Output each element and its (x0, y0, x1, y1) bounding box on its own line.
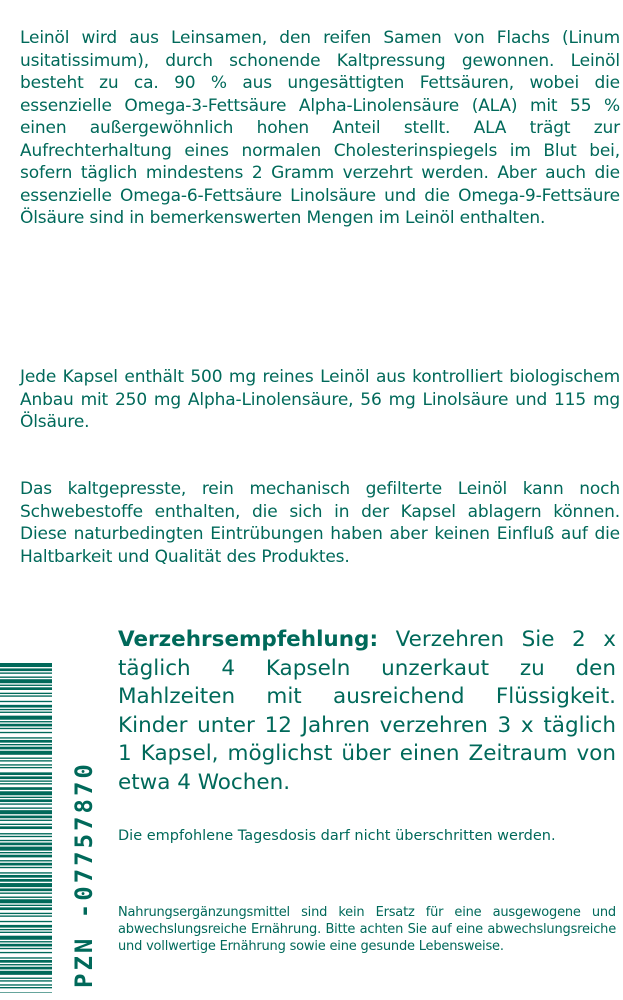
barcode-bar (0, 826, 52, 829)
barcode-bar (0, 913, 52, 914)
barcode-bar (0, 897, 52, 898)
barcode-bar (0, 978, 52, 979)
barcode-bar (0, 820, 52, 821)
barcode-bar (0, 701, 52, 702)
barcode-bar (0, 921, 52, 922)
barcode-bar (0, 685, 52, 686)
barcode-bar (0, 847, 52, 851)
barcode-bar (0, 816, 52, 819)
barcode-bar (0, 712, 52, 713)
barcode-bar (0, 758, 52, 759)
barcode-bar (0, 709, 52, 710)
barcode-bar (0, 960, 52, 963)
barcode-bar (0, 776, 52, 779)
barcode-bar (0, 716, 52, 720)
supplement-note: Nahrungsergänzungsmittel sind kein Ersatz für eine ausgewogene und abwechslungsreiche Ernährung. Bitte achten Sie auf eine abwechslungsreiche und vollwertige Ernährung sowie eine gesunde Lebensweise. (118, 905, 616, 954)
barcode-bar (0, 693, 52, 694)
barcode-bar (0, 888, 52, 891)
barcode-bar (0, 780, 52, 781)
barcode (0, 663, 52, 993)
capsule-content-paragraph: Jede Kapsel enthält 500 mg reines Leinöl aus kontrolliert biologischem Anbau mit 250 mg Alpha-Linolensäure, 56 mg Linolsäure und 115 mg Ölsäure. (20, 367, 620, 432)
barcode-bar (0, 721, 52, 722)
barcode-bar (0, 883, 52, 887)
barcode-bar (0, 971, 52, 975)
barcode-bar (0, 791, 52, 795)
barcode-bar (0, 952, 52, 953)
barcode-bar (0, 840, 52, 841)
barcode-bar (0, 867, 52, 868)
barcode-bar (0, 948, 52, 949)
barcode-bar (0, 992, 52, 993)
barcode-bar (0, 732, 52, 733)
barcode-bar (0, 764, 52, 765)
barcode-bar (0, 672, 52, 673)
barcode-bar (0, 872, 52, 873)
pzn-label: PZN -07757870 (70, 761, 98, 988)
barcode-bar (0, 751, 52, 755)
barcode-bar (0, 787, 52, 790)
barcode-bar (0, 799, 52, 802)
barcode-bar (0, 863, 52, 866)
barcode-bar (0, 860, 52, 861)
barcode-bar (0, 833, 52, 834)
barcode-bar (0, 767, 52, 768)
barcode-bar (0, 929, 52, 930)
barcode-bar (0, 679, 52, 683)
barcode-bar (0, 987, 52, 988)
barcode-bar (0, 783, 52, 784)
cold-pressed-paragraph: Das kaltgepresste, rein mechanisch gefilterte Leinöl kann noch Schwebestoffe enthalten, die sich in der Kapsel ablagern können. Diese naturbedingten Eintrübungen haben aber keinen Einfluß auf die Haltbarkeit und Qualität des Produktes. (20, 479, 620, 567)
barcode-bar (0, 875, 52, 878)
barcode-bar (0, 705, 52, 708)
barcode-bar (0, 907, 52, 910)
barcode-bar (0, 852, 52, 853)
barcode-bar (0, 724, 52, 727)
barcode-bar (0, 843, 52, 846)
barcode-bar (0, 967, 52, 970)
barcode-bar (0, 695, 52, 696)
barcode-bar (0, 893, 52, 894)
barcode-bar (0, 980, 52, 981)
barcode-bar (0, 941, 52, 942)
barcode-bar (0, 760, 52, 761)
daily-dose-warning: Die empfohlene Tagesdosis darf nicht überschritten werden. (118, 828, 556, 844)
barcode-bar (0, 737, 52, 738)
barcode-bar (0, 797, 52, 798)
barcode-bar (0, 964, 52, 965)
barcode-bar (0, 905, 52, 906)
recommendation-text: Verzehren Sie 2 x täglich 4 Kapseln unzerkaut zu den Mahlzeiten mit ausreichend Flüssigkeit. Kinder unter 12 Jahren verzehren 3 x täglich 1 Kapsel, möglichst über einen Zeitraum von etwa 4 Wochen. (118, 627, 616, 795)
barcode-bar (0, 836, 52, 837)
barcode-bar (0, 915, 52, 916)
barcode-bar (0, 944, 52, 947)
barcode-bar (0, 824, 52, 825)
barcode-bar (0, 687, 52, 690)
barcode-bar (0, 932, 52, 933)
barcode-bar (0, 772, 52, 775)
barcode-bar (0, 803, 52, 804)
barcode-bar (0, 677, 52, 678)
barcode-bar (0, 855, 52, 858)
barcode-bar (0, 740, 52, 743)
barcode-bar (0, 728, 52, 729)
barcode-bar (0, 668, 52, 671)
consumption-recommendation (118, 626, 616, 797)
barcode-bar (0, 744, 52, 745)
barcode-bar (0, 899, 52, 903)
barcode-bar (0, 925, 52, 928)
barcode-bar (0, 879, 52, 882)
intro-paragraph: Leinöl wird aus Leinsamen, den reifen Samen von Flachs (Linum usitatissimum), durch schonende Kaltpressung gewonnen. Leinöl besteht zu ca. 90 % aus ungesättigten Fettsäuren, wobei die essenzielle Omega-3-Fettsäure Alpha-Linolensäure (ALA) mit 55 % einen außergewöhnlich hohen Anteil stellt. ALA trägt zur Aufrechterhaltung eines normalen Cholesterinspiegels im Blut bei, sofern täglich mindestens 2 Gramm verzehrt werden. Aber auch die essenzielle Omega-6-Fettsäure Linolsäure und die Omega-9-Fettsäure Ölsäure sind in bemerkenswerten Mengen im Leinöl enthalten. (20, 28, 620, 228)
barcode-bar (0, 936, 52, 940)
recommendation-heading: Verzehrsempfehlung: (118, 627, 379, 652)
barcode-bar (0, 957, 52, 958)
barcode-bar (0, 747, 52, 750)
barcode-bar (0, 807, 52, 808)
barcode-bar (0, 984, 52, 985)
pzn-code (60, 700, 104, 990)
barcode-bar (0, 810, 52, 814)
barcode-bar (0, 663, 52, 667)
